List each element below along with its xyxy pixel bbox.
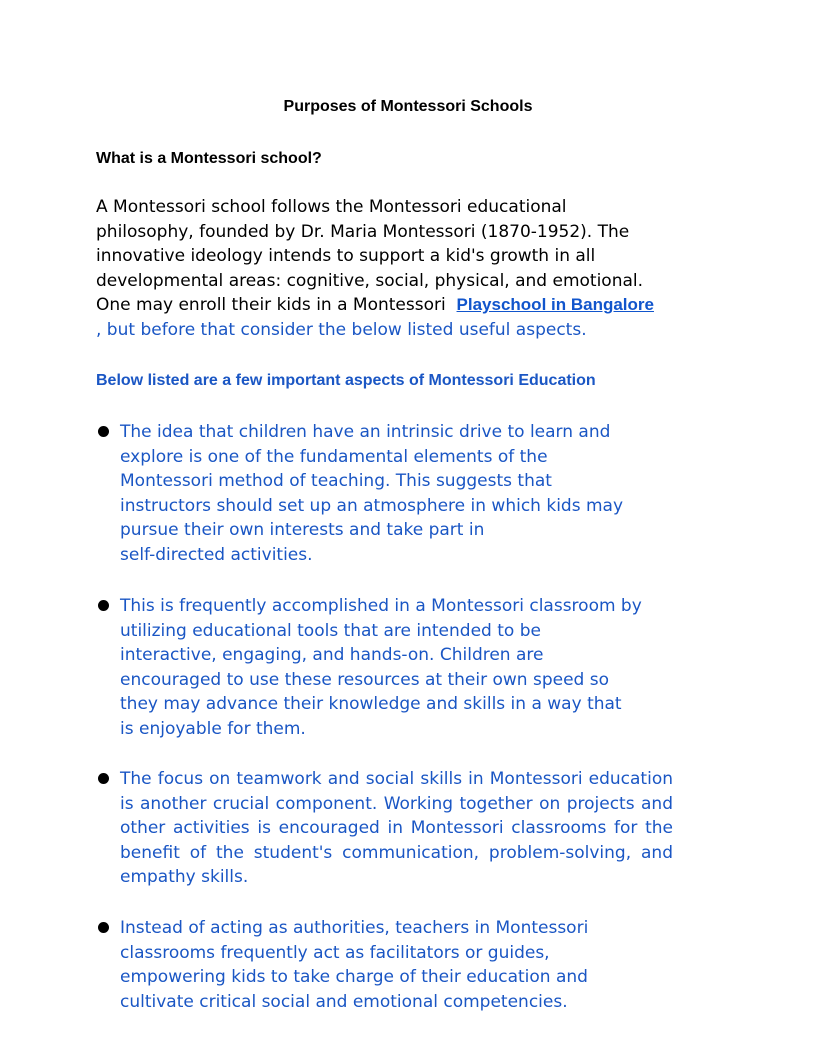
intro-line: innovative ideology intends to support a kid's growth in all (96, 246, 596, 267)
list-item-line: The idea that children have an intrinsic drive to learn and (120, 422, 611, 442)
intro-line: One may enroll their kids in a Montessori (96, 295, 457, 316)
intro-line: philosophy, founded by Dr. Maria Montessori (1870-1952). The (96, 221, 630, 242)
bullet-icon (98, 922, 109, 933)
list-item (120, 767, 673, 890)
list-item-line: classrooms frequently act as facilitators or guides, (120, 942, 550, 963)
list-item-line: interactive, engaging, and hands-on. Children are (120, 645, 544, 666)
list-item-line: utilizing educational tools that are intended to be (120, 620, 541, 641)
list-item-line: explore is one of the fundamental elements of the (120, 446, 548, 467)
page-title: Purposes of Montessori Schools (283, 98, 533, 115)
aspects-heading: Below listed are a few important aspects of Montessori Education (96, 372, 596, 389)
list-item-line: instructors should set up an atmosphere in which kids may (120, 495, 624, 516)
list-item-text: The focus on teamwork and social skills in Montessori education is another crucial component. Working together on projects and other activities is encouraged in Montessori classrooms for the benefit of the student's communication, problem-solving, and empathy skills. (120, 769, 673, 888)
list-item-line: Montessori method of teaching. This suggests that (120, 471, 552, 492)
intro-line: , but before that consider the below listed useful aspects. (96, 319, 587, 340)
list-item-line: encouraged to use these resources at their own speed so (120, 669, 609, 690)
list-item (120, 916, 720, 1014)
list-item-line: empowering kids to take charge of their education and (120, 967, 588, 988)
list-item-line: pursue their own interests and take part in (120, 520, 485, 541)
playschool-link[interactable]: Playschool in Bangalore (456, 295, 654, 315)
intro-paragraph (96, 195, 720, 343)
list-item-line: Instead of acting as authorities, teachers in Montessori (120, 918, 589, 938)
intro-line: developmental areas: cognitive, social, physical, and emotional. (96, 270, 644, 291)
section-heading: What is a Montessori school? (96, 150, 322, 167)
list-item-line: self-directed activities. (120, 544, 313, 565)
intro-line: A Montessori school follows the Montessori educational (96, 197, 567, 217)
list-item-line: is enjoyable for them. (120, 718, 306, 739)
list-item-line: they may advance their knowledge and skills in a way that (120, 694, 622, 715)
list-item (120, 420, 720, 568)
list-item (120, 594, 720, 742)
bullet-icon (98, 426, 109, 437)
bullet-icon (98, 600, 109, 611)
list-item-line: cultivate critical social and emotional competencies. (120, 991, 568, 1012)
list-item-line: This is frequently accomplished in a Montessori classroom by (120, 596, 642, 616)
bullet-icon (98, 773, 109, 784)
